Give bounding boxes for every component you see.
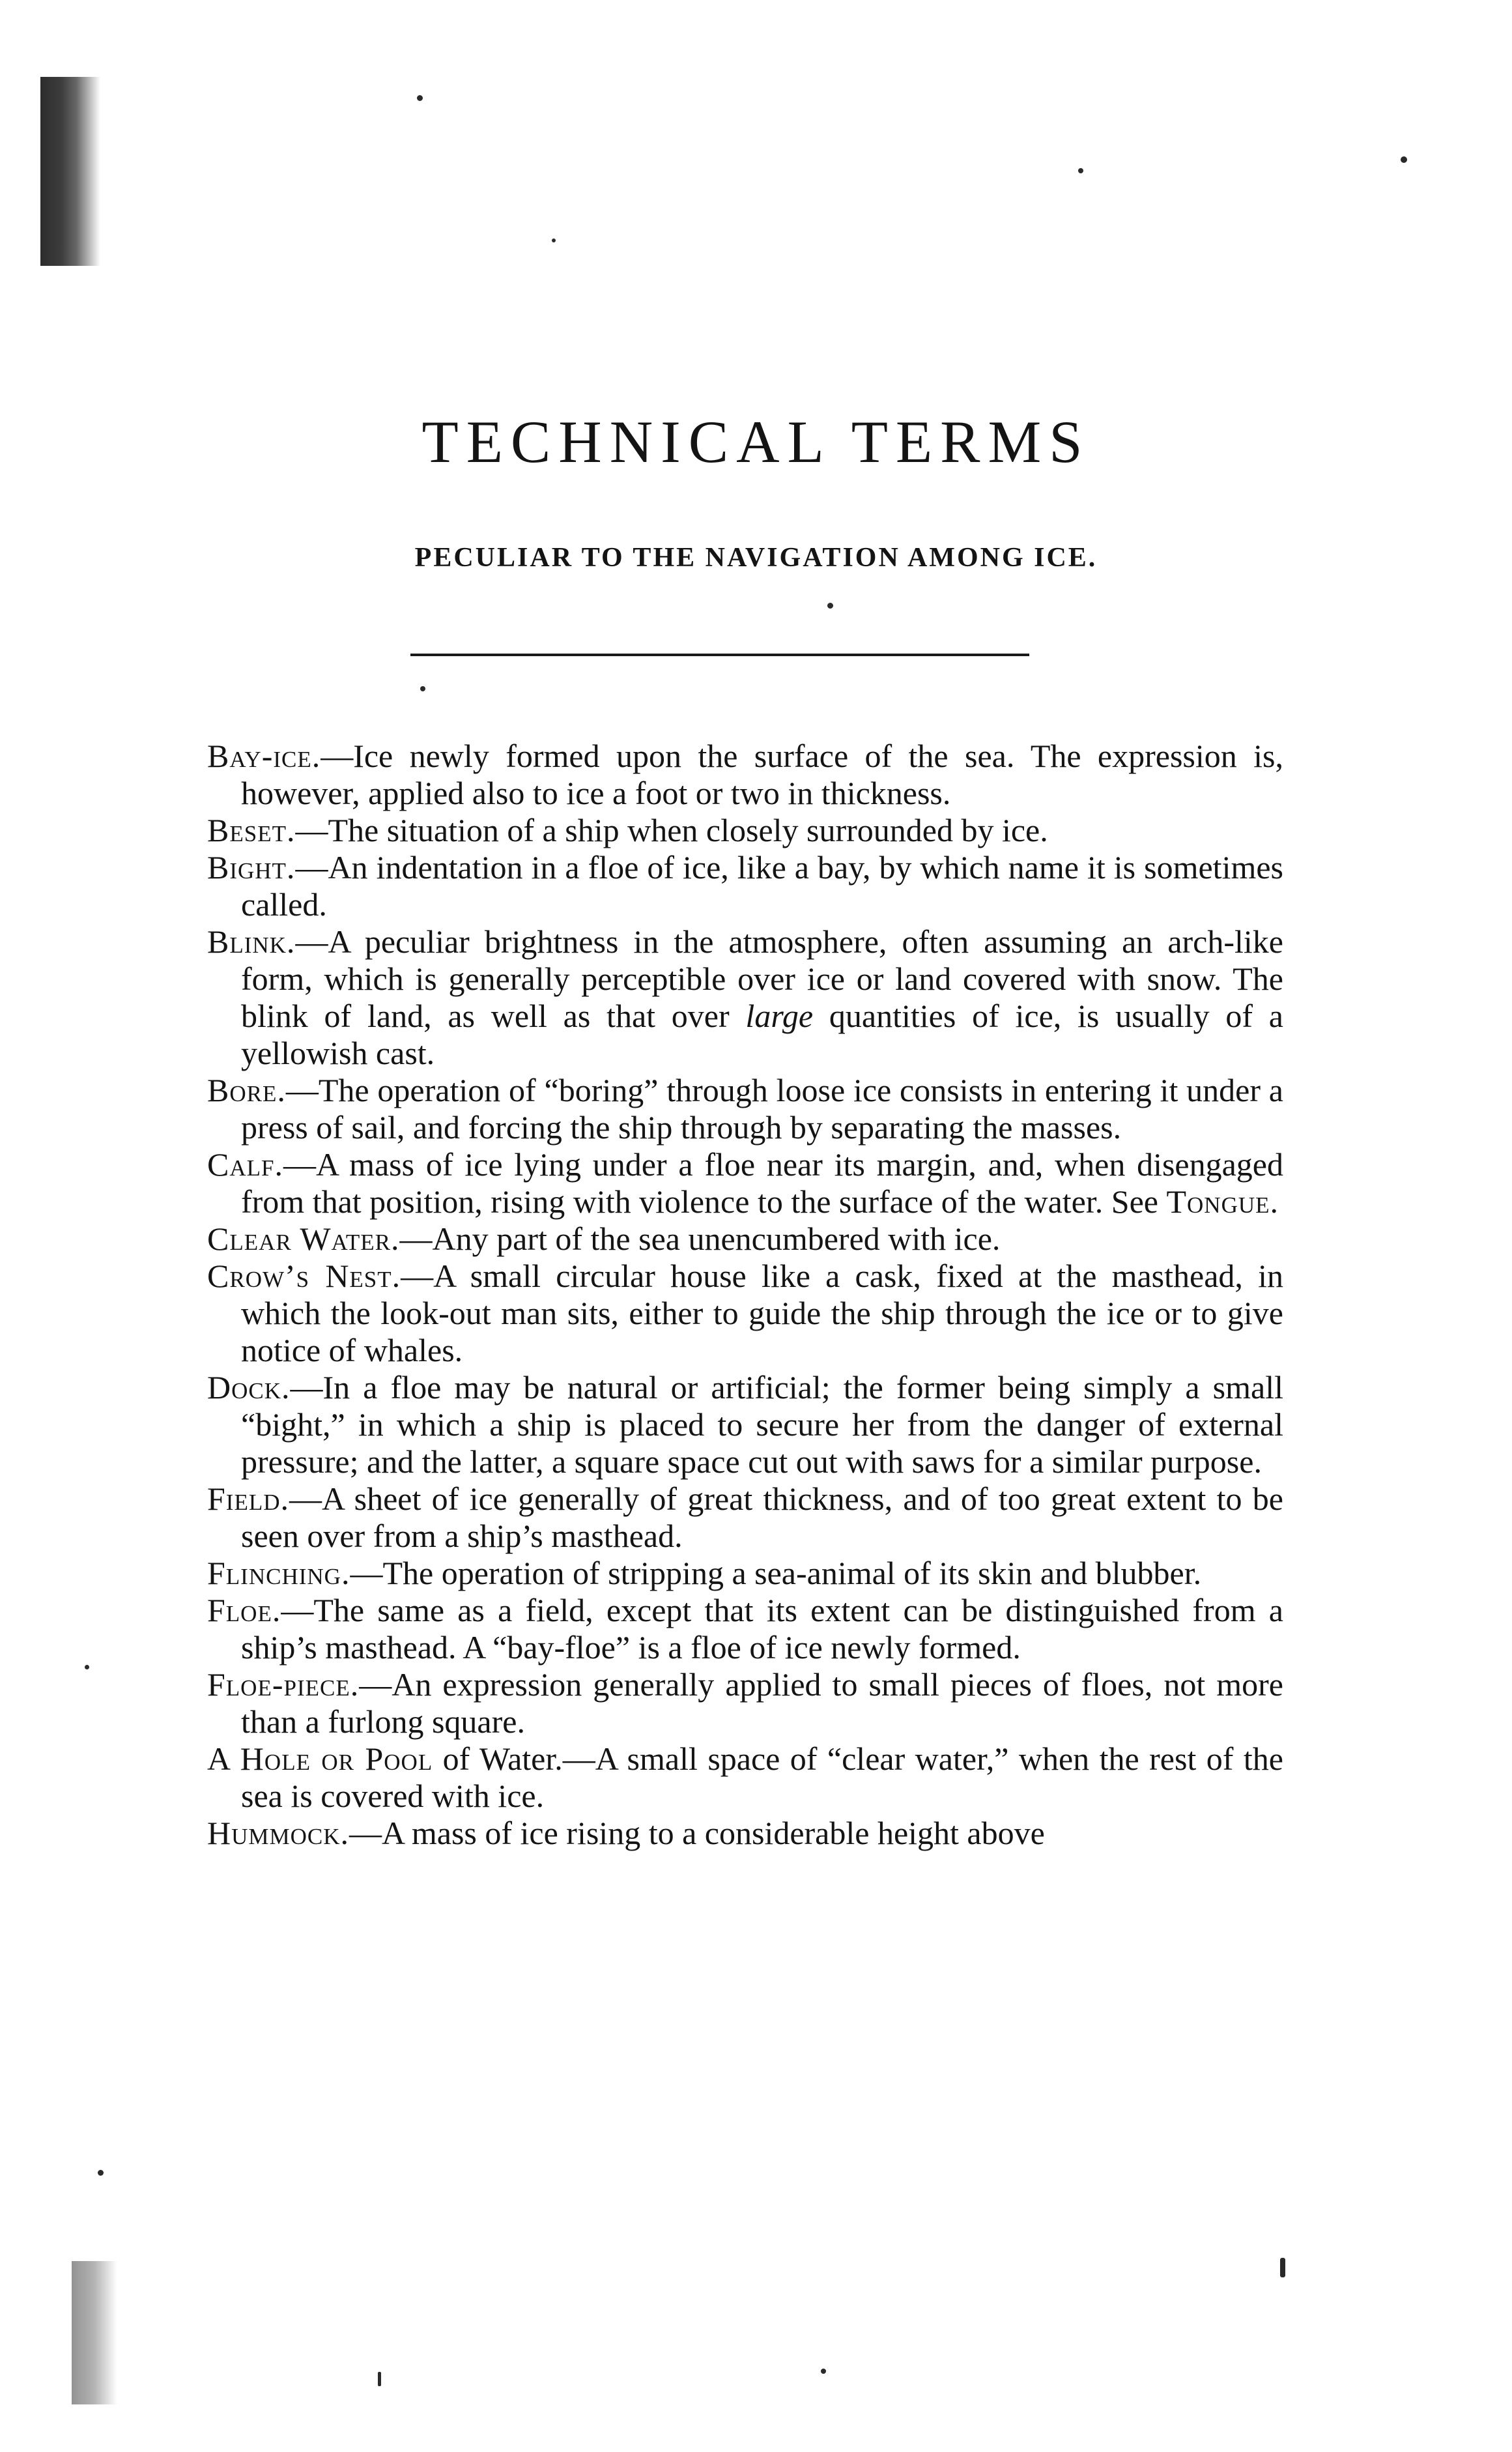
glossary-term: Calf. (207, 1146, 283, 1183)
scan-speckle (98, 2170, 104, 2176)
glossary-term: Dock. (207, 1369, 291, 1406)
cross-reference: Tongue (1166, 1183, 1270, 1220)
glossary-term: Bight. (207, 849, 296, 886)
glossary-term: Bore. (207, 1072, 286, 1108)
glossary-entry-calf (207, 1146, 1283, 1220)
scan-speckle (378, 2372, 381, 2386)
definition-text: —A peculiar brightness in the atmosphere, often assuming an arch-like form, which is generally perceptible over ice or land covered with snow. The blink of land, as well as that over (241, 923, 1283, 1034)
glossary-definition: —Ice newly formed upon the surface of the sea. The expression is, however, applied also to ice a foot or two in thickness. (241, 738, 1283, 811)
glossary-entry-clear-water (207, 1220, 1283, 1258)
page-title: TECHNICAL TERMS (421, 409, 1091, 475)
definition-italic: large (745, 998, 814, 1034)
glossary-term: Crow’s Nest. (207, 1258, 401, 1294)
glossary-entry-floe-piece (207, 1666, 1283, 1740)
glossary-definition: —A mass of ice rising to a considerable height above (349, 1815, 1045, 1851)
glossary-definition: —A small circular house like a cask, fixed at the masthead, in which the look-out man sits, either to guide the ship through the ice or to give notice of whales. (241, 1258, 1283, 1368)
glossary-definition: —The operation of “boring” through loose ice consists in entering it under a press of sail, and forcing the ship through by separating the masses. (241, 1072, 1283, 1146)
glossary-definition: —The operation of stripping a sea-animal of its skin and blubber. (350, 1555, 1202, 1591)
glossary-term: Beset. (207, 812, 296, 848)
glossary-entry-bight (207, 849, 1283, 923)
title-rule (410, 654, 1029, 656)
definition-text: quantities of ice, is usually of a yellowish cast. (241, 998, 1283, 1071)
glossary-term: Blink. (207, 923, 296, 960)
glossary-definition (241, 1146, 1283, 1220)
scan-speckle (827, 603, 833, 609)
scan-speckle (821, 2369, 826, 2374)
glossary-definition: —An indentation in a floe of ice, like a bay, by which name it is sometimes called. (241, 849, 1283, 923)
definition-text: —A mass of ice lying under a floe near its margin, and, when disengaged from that position, rising with violence to the surface of the water. See (241, 1146, 1283, 1220)
binding-edge-shadow-bottom (72, 2261, 117, 2404)
glossary-definition: of Water.—A small space of “clear water,” when the rest of the sea is covered with ice. (241, 1740, 1283, 1814)
glossary-definition: —The same as a field, except that its extent can be distinguished from a ship’s masthead. A “bay-floe” is a floe of ice newly formed. (241, 1592, 1283, 1666)
glossary-entry-floe (207, 1592, 1283, 1666)
glossary-entry-bay-ice (207, 738, 1283, 812)
glossary-definition: —The situation of a ship when closely surrounded by ice. (295, 812, 1048, 848)
glossary-term: Bay-ice. (207, 738, 321, 774)
scan-speckle (417, 95, 423, 101)
glossary-term: Floe-piece. (207, 1666, 360, 1703)
page-subtitle: PECULIAR TO THE NAVIGATION AMONG ICE. (414, 543, 1098, 573)
scan-speckle (1078, 168, 1083, 173)
scan-speckle (85, 1665, 89, 1669)
glossary-term: Field. (207, 1480, 289, 1517)
glossary-term: A Hole or Pool (207, 1740, 433, 1777)
scan-speckle (1401, 156, 1407, 163)
glossary-term: Flinching. (207, 1555, 350, 1591)
glossary-entry-dock (207, 1369, 1283, 1480)
glossary-entry-hole-or-pool (207, 1740, 1283, 1815)
glossary-definition (241, 923, 1283, 1071)
glossary-entry-blink (207, 923, 1283, 1072)
scan-speckle (420, 686, 425, 691)
glossary-definition: —Any part of the sea unencumbered with ice. (399, 1220, 1001, 1257)
binding-edge-shadow (40, 77, 100, 266)
glossary-term: Clear Water. (207, 1220, 400, 1257)
glossary-entry-crows-nest (207, 1258, 1283, 1369)
glossary-entry-flinching (207, 1555, 1283, 1592)
glossary-entry-beset (207, 812, 1283, 849)
glossary-entry-field (207, 1480, 1283, 1555)
glossary-term: Floe. (207, 1592, 281, 1628)
glossary-definition: —A sheet of ice generally of great thickness, and of too great extent to be seen over from a ship’s masthead. (241, 1480, 1283, 1554)
glossary-entry-hummock (207, 1815, 1283, 1852)
glossary-list (207, 738, 1283, 1852)
definition-text: . (1270, 1183, 1278, 1220)
scan-speckle (552, 238, 556, 242)
glossary-entry-bore (207, 1072, 1283, 1146)
glossary-term: Hummock. (207, 1815, 350, 1851)
glossary-definition: —An expression generally applied to small pieces of floes, not more than a furlong square. (241, 1666, 1283, 1740)
scan-speckle (1280, 2258, 1285, 2277)
glossary-definition: —In a floe may be natural or artificial; the former being simply a small “bight,” in which a ship is placed to secure her from the danger of external pressure; and the latter, a square space cut out with saws for a similar purpose. (241, 1369, 1283, 1480)
